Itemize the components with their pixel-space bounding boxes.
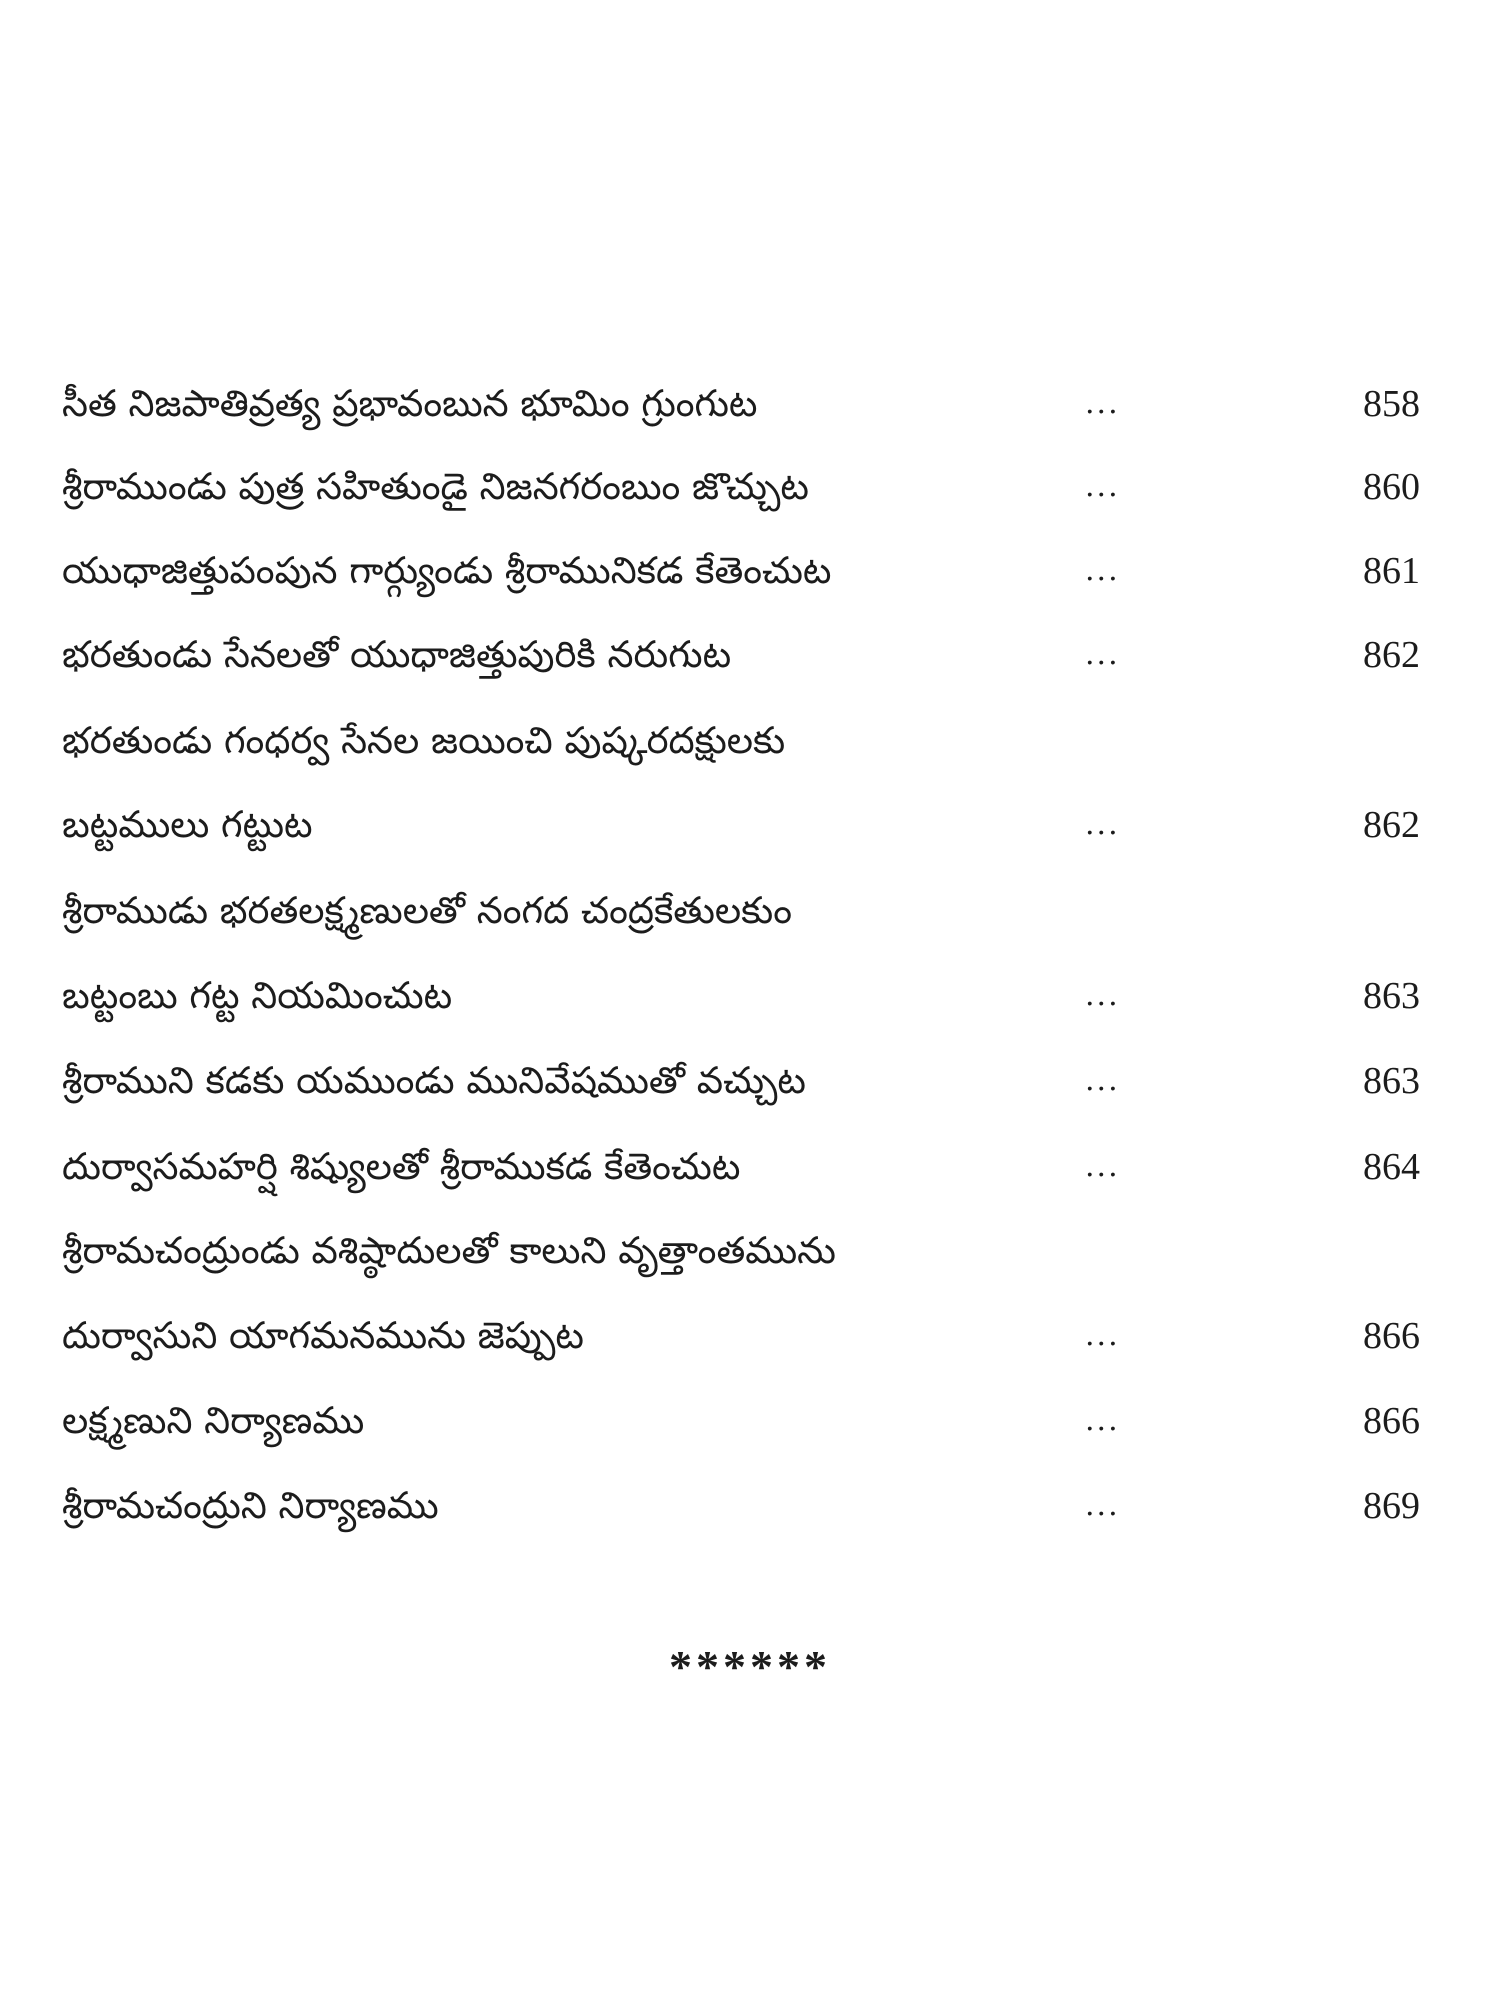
toc-entry	[0, 1306, 1500, 1366]
toc-entry	[0, 1221, 1500, 1281]
toc-entry-leader: ...	[1085, 1149, 1120, 1184]
toc-entry-leader: ...	[1085, 978, 1120, 1013]
toc-entry-page: 863	[1363, 975, 1420, 1017]
toc-entry	[0, 966, 1500, 1026]
toc-entry-leader: ...	[1085, 637, 1120, 672]
toc-entry	[0, 1391, 1500, 1451]
toc-entry-page: 862	[1363, 634, 1420, 676]
toc-entry-leader: ...	[1085, 1488, 1120, 1523]
toc-entry-title: బట్టంబు గట్ట నియమించుట	[62, 974, 453, 1017]
toc-entry-title: శ్రీరాముడు భరతలక్ష్మణులతో నంగద చంద్రకేతులకుం	[62, 889, 792, 932]
toc-entry	[0, 1051, 1500, 1111]
toc-entry-leader: ...	[1085, 553, 1120, 588]
toc-entry	[0, 795, 1500, 855]
toc-entry	[0, 457, 1500, 517]
toc-entry-page: 858	[1363, 383, 1420, 425]
toc-entry-title: యుధాజిత్తుపంపున గార్గ్యుండు శ్రీరామునికడ కేతెంచుట	[62, 549, 832, 592]
toc-entry-title: బట్టములు గట్టుట	[62, 803, 313, 846]
toc-entry-leader: ...	[1085, 1063, 1120, 1098]
toc-entry	[0, 1137, 1500, 1197]
toc-entry-leader: ...	[1085, 386, 1120, 421]
toc-entry-leader: ...	[1085, 469, 1120, 504]
end-of-section-asterisks: ******	[669, 1641, 831, 1692]
toc-entry-title: శ్రీరాముని కడకు యముండు మునివేషముతో వచ్చుట	[62, 1059, 806, 1102]
toc-entry-title: భరతుండు గంధర్వ సేనల జయించి పుష్కరదక్షులకు	[62, 719, 786, 762]
toc-entry-title: దుర్వాసమహర్షి శిష్యులతో శ్రీరాముకడ కేతెంచుట	[62, 1145, 741, 1188]
toc-entry	[0, 881, 1500, 941]
toc-entry-title: సీత నిజపాతివ్రత్య ప్రభావంబున భూమిం గ్రుంగుట	[62, 382, 758, 425]
toc-entry-title: భరతుండు సేనలతో యుధాజిత్తుపురికి నరుగుట	[62, 633, 732, 676]
toc-entry-leader: ...	[1085, 1318, 1120, 1353]
toc-entry-title: శ్రీరామచంద్రుండు వశిష్ఠాదులతో కాలుని వృత్తాంతమును	[62, 1229, 836, 1272]
toc-entry-title: లక్ష్మణుని నిర్యాణము	[62, 1399, 365, 1442]
toc-entry-page: 861	[1363, 550, 1420, 592]
toc-entry	[0, 374, 1500, 434]
toc-entry	[0, 1476, 1500, 1536]
toc-entry-page: 860	[1363, 466, 1420, 508]
toc-entry-page: 862	[1363, 804, 1420, 846]
toc-entry-title: శ్రీరామచంద్రుని నిర్యాణము	[62, 1484, 439, 1527]
toc-entry-page: 869	[1363, 1485, 1420, 1527]
toc-entry	[0, 711, 1500, 771]
toc-entry-page: 866	[1363, 1315, 1420, 1357]
toc-entry-page: 866	[1363, 1400, 1420, 1442]
toc-entry-leader: ...	[1085, 1403, 1120, 1438]
toc-entry-leader: ...	[1085, 807, 1120, 842]
toc-entry-title: దుర్వాసుని యాగమనమును జెప్పుట	[62, 1314, 584, 1357]
toc-entry	[0, 625, 1500, 685]
toc-entry-page: 863	[1363, 1060, 1420, 1102]
toc-entry	[0, 541, 1500, 601]
toc-entry-title: శ్రీరాముండు పుత్ర సహితుండై నిజనగరంబుం జొచ్చుట	[62, 465, 809, 508]
toc-entry-page: 864	[1363, 1146, 1420, 1188]
